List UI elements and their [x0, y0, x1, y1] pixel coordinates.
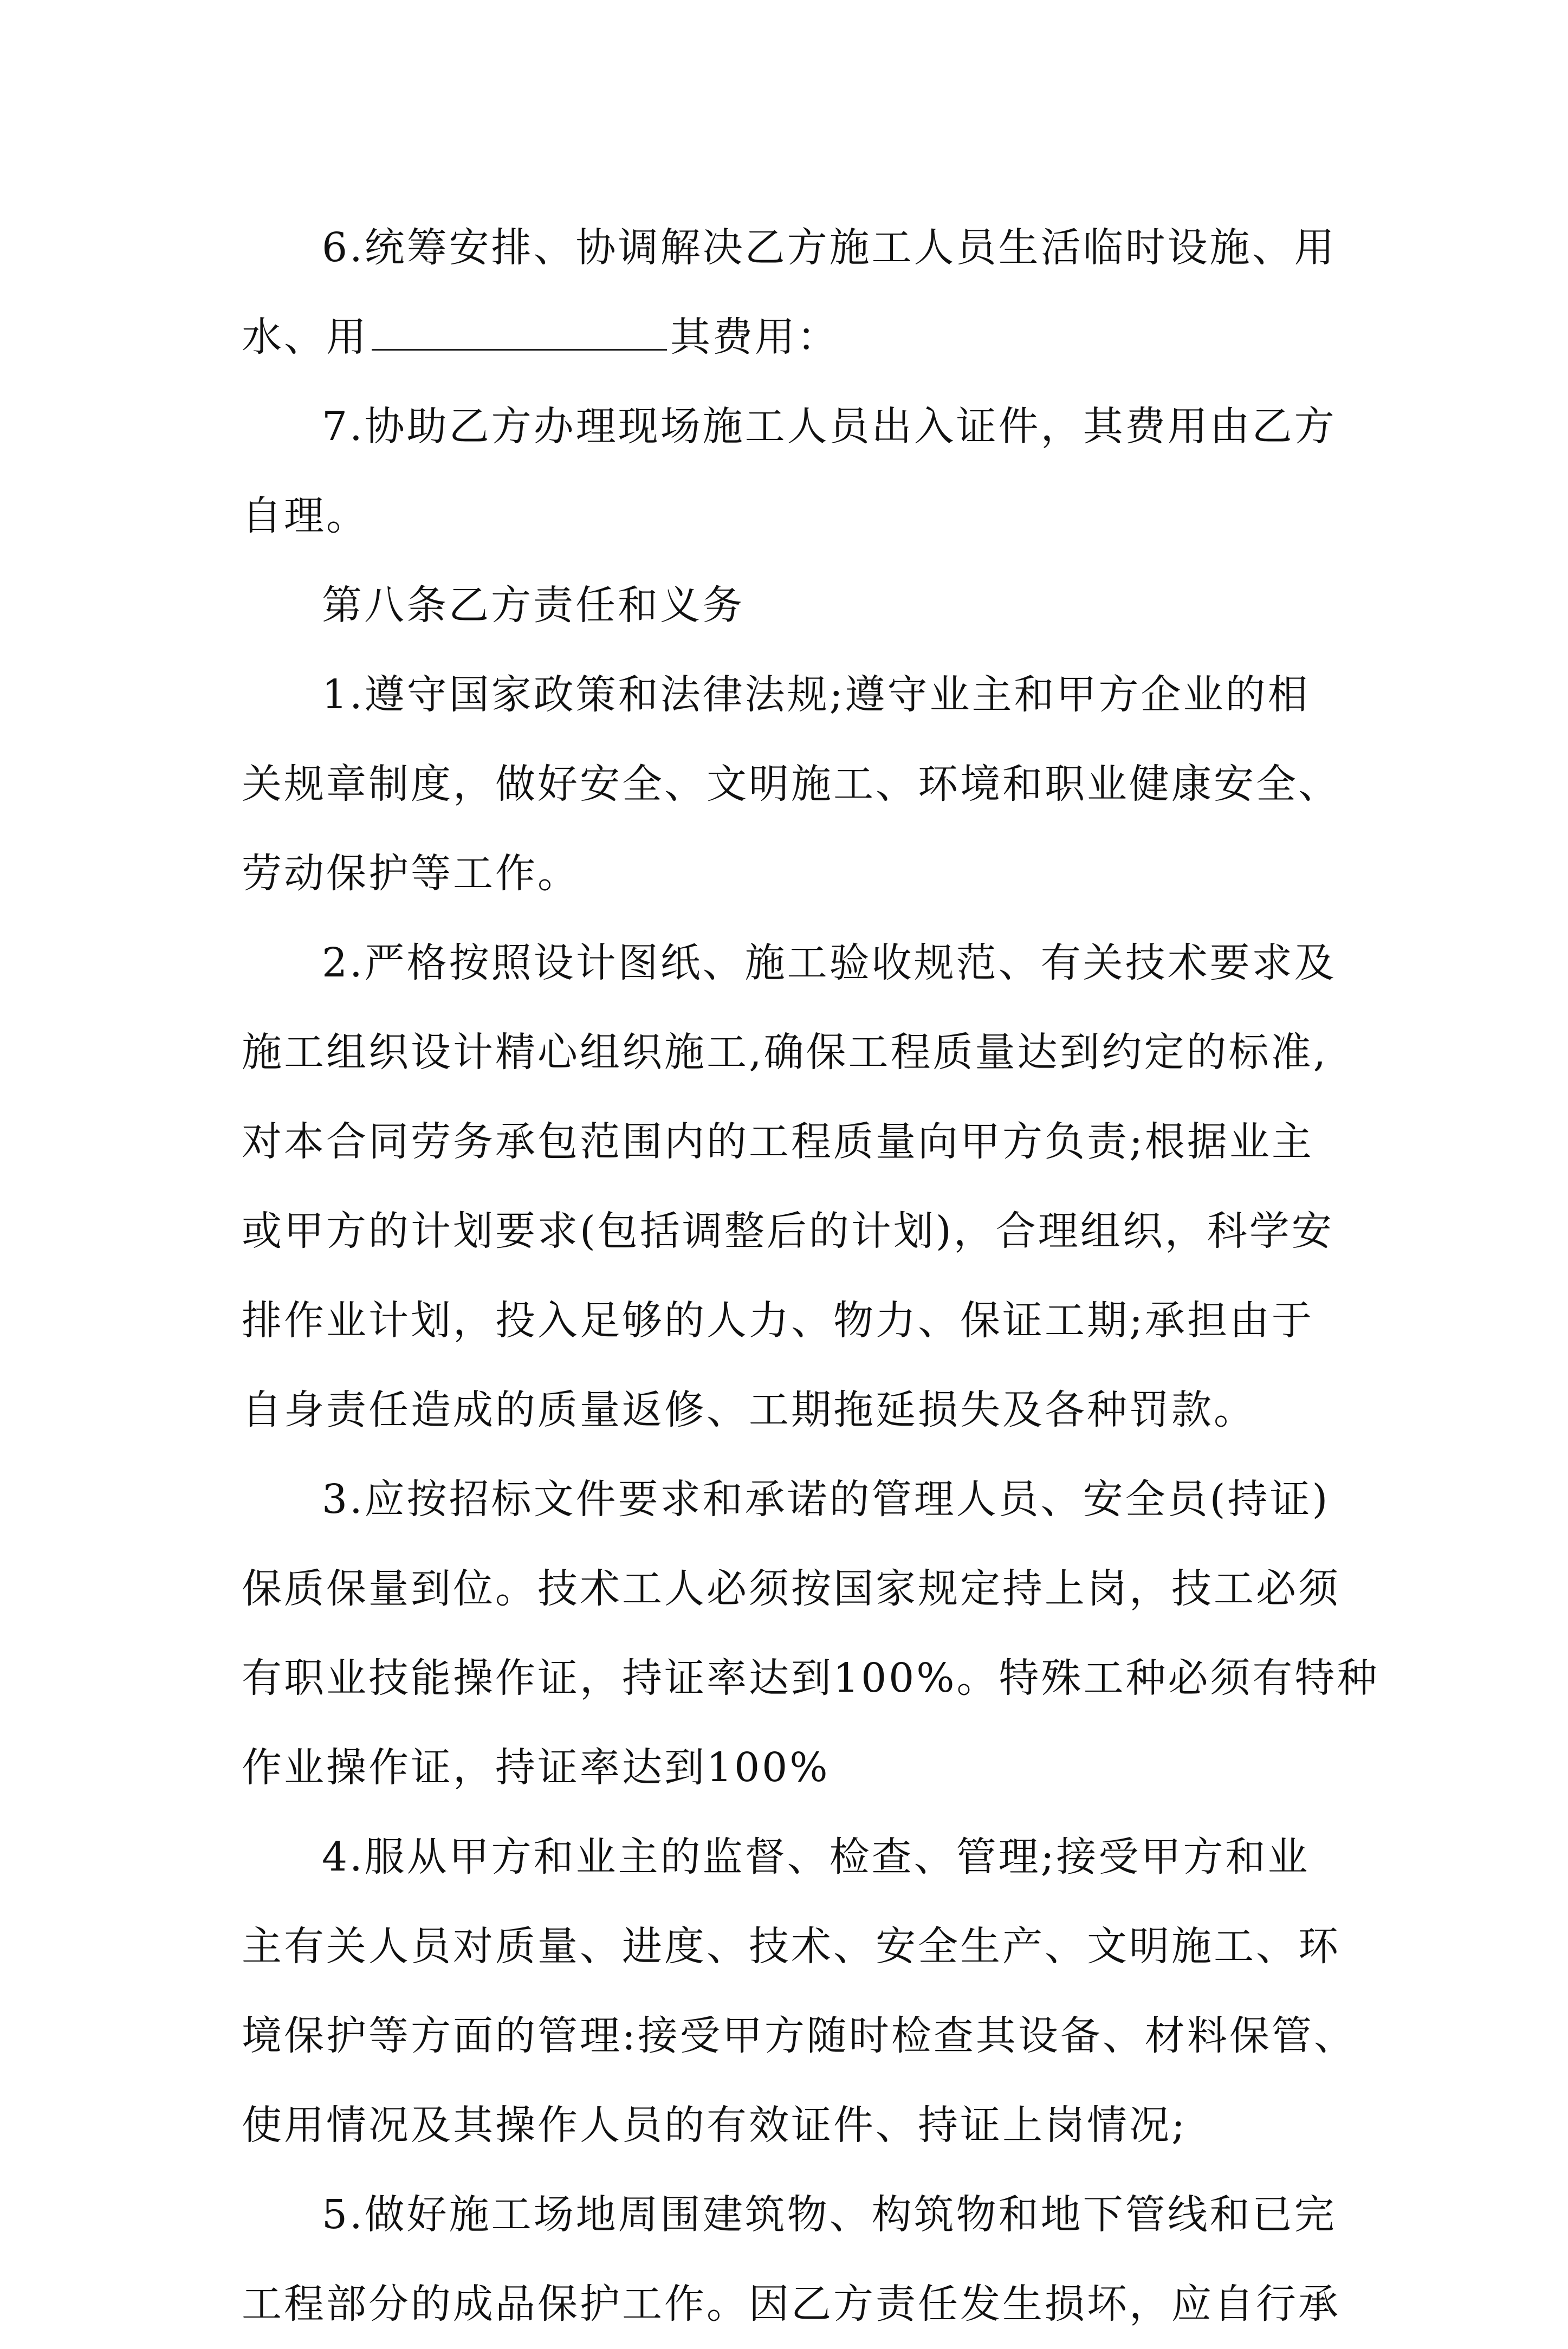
item-6-line-2-end: 其费用：: [670, 314, 839, 360]
clause-3-line-1: 3.应按招标文件要求和承诺的管理人员、安全员(持证): [322, 1476, 1330, 1523]
clause-4-line-4: 使用情况及其操作人员的有效证件、持证上岗情况;: [242, 2102, 1187, 2149]
clause-2-line-3: 对本合同劳务承包范围内的工程质量向甲方负责;根据业主: [242, 1118, 1314, 1165]
fill-in-blank: [372, 311, 667, 351]
clause-5: [242, 2170, 1342, 2349]
clause-1-line-2: 关规章制度，做好安全、文明施工、环境和职业健康安全、: [242, 761, 1340, 807]
document-body: [242, 203, 1379, 2349]
clause-2-line-4: 或甲方的计划要求(包括调整后的计划)，合理组织，科学安: [242, 1208, 1334, 1254]
clause-3-line-2: 保质保量到位。技术工人必须按国家规定持上岗，技工必须: [242, 1565, 1340, 1612]
clause-2-line-2: 施工组织设计精心组织施工,确保工程质量达到约定的标准,: [242, 1029, 1329, 1076]
clause-3-line-3: 有职业技能操作证，持证率达到100%。特殊工种必须有特种: [242, 1655, 1379, 1701]
clause-2-line-6: 自身责任造成的质量返修、工期拖延损失及各种罚款。: [242, 1387, 1256, 1433]
clause-4-line-2: 主有关人员对质量、进度、技术、安全生产、文明施工、环: [242, 1923, 1340, 1970]
clause-4: [242, 1813, 1356, 2170]
clause-4-line-1: 4.服从甲方和业主的监督、检查、管理;接受甲方和业: [322, 1834, 1310, 1880]
item-7: [242, 382, 1342, 561]
item-6-line-2-start: 水、用: [242, 314, 368, 360]
clause-1: [242, 650, 1342, 918]
clause-1-line-3: 劳动保护等工作。: [242, 850, 580, 897]
item-6-line-1: 6.统筹安排、协调解决乙方施工人员生活临时设施、用: [322, 224, 1337, 271]
clause-2-line-5: 排作业计划，投入足够的人力、物力、保证工期;承担由于: [242, 1297, 1314, 1344]
clause-2: [242, 918, 1342, 1455]
clause-1-line-1: 1.遵守国家政策和法律法规;遵守业主和甲方企业的相: [322, 671, 1310, 718]
item-6-line-2: [242, 293, 1342, 382]
item-7-line-2: 自理。: [242, 493, 368, 539]
item-6: [242, 203, 1342, 382]
clause-5-line-1: 5.做好施工场地周围建筑物、构筑物和地下管线和已完: [322, 2191, 1337, 2238]
clause-3-line-4: 作业操作证，持证率达到100%: [242, 1744, 830, 1791]
article-8: [242, 561, 1342, 650]
clause-2-line-1: 2.严格按照设计图纸、施工验收规范、有关技术要求及: [322, 940, 1337, 986]
clause-5-line-2: 工程部分的成品保护工作。因乙方责任发生损坏，应自行承: [242, 2281, 1340, 2327]
article-8-heading: 第八条乙方责任和义务: [322, 582, 744, 629]
clause-3: [242, 1455, 1379, 1813]
item-7-line-1: 7.协助乙方办理现场施工人员出入证件，其费用由乙方: [322, 403, 1337, 450]
clause-4-line-3: 境保护等方面的管理:接受甲方随时检查其设备、材料保管、: [242, 2012, 1356, 2059]
